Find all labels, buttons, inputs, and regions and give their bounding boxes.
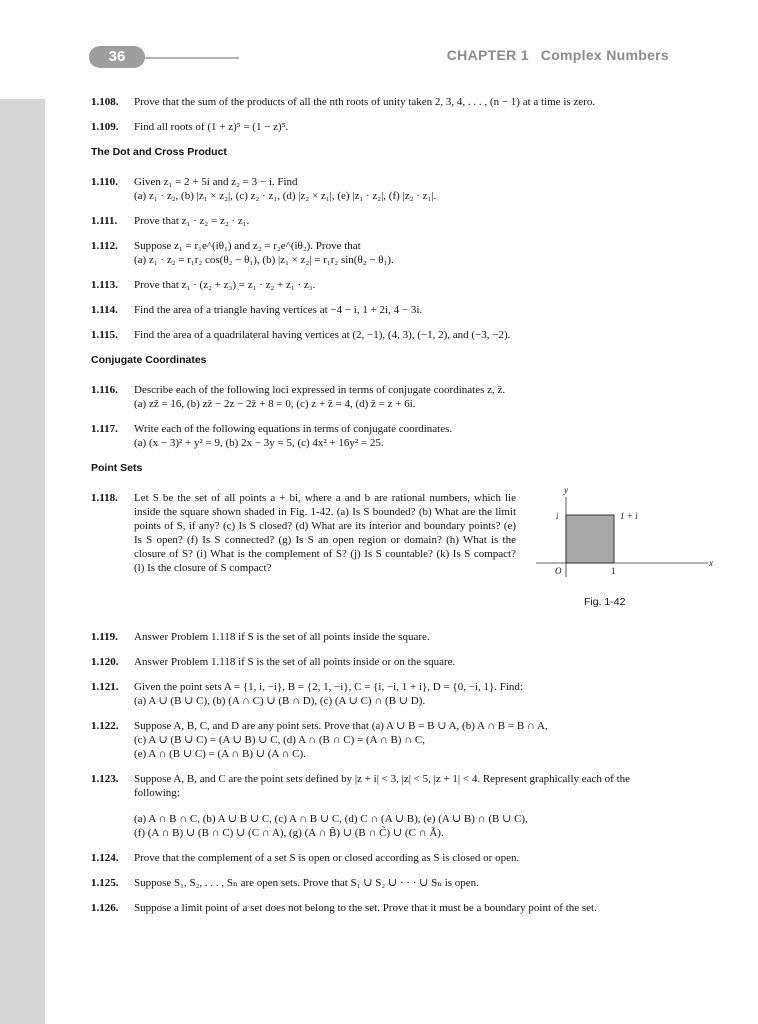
page-content bbox=[91, 95, 713, 926]
left-gutter-bar bbox=[0, 99, 45, 1024]
problem-parts: (a) A ∪ (B ∪ C), (b) (A ∩ C) ∪ (B ∩ D), (c) (A ∪ C) ∩ (B ∪ D). bbox=[134, 695, 426, 707]
problem bbox=[91, 214, 671, 228]
problem bbox=[91, 175, 671, 203]
problem-parts: (a) zz̄ = 16, (b) zz̄ − 2z − 2z̄ + 8 = 0, (c) z + z̄ = 4, (d) z̄ = z + 6i. bbox=[134, 398, 416, 410]
problem-with-figure bbox=[134, 485, 716, 625]
y-axis-label: y bbox=[564, 485, 568, 495]
section-heading: The Dot and Cross Product bbox=[91, 146, 227, 158]
problem bbox=[91, 95, 671, 109]
problem-number: 1.119. bbox=[91, 631, 118, 643]
one-plus-i-label: 1 + i bbox=[620, 511, 638, 521]
problem-text: Prove that the complement of a set S is open or closed according as S is closed or open. bbox=[134, 852, 520, 864]
problem-number: 1.108. bbox=[91, 96, 119, 108]
problem-text: Suppose a limit point of a set does not belong to the set. Prove that it must be a boundary point of the set. bbox=[134, 902, 597, 914]
problem-text: Answer Problem 1.118 if S is the set of all points inside the square. bbox=[134, 631, 430, 643]
problem-text: Suppose A, B, C, and D are any point sets. Prove that (a) A ∪ B = B ∪ A, (b) A ∩ B = B ∩ A, bbox=[134, 720, 548, 732]
section-heading: Conjugate Coordinates bbox=[91, 354, 207, 366]
problem bbox=[91, 239, 671, 267]
problem-number: 1.114. bbox=[91, 304, 118, 316]
problem-text: Describe each of the following loci expressed in terms of conjugate coordinates z, z̄. bbox=[134, 384, 506, 396]
problem-body bbox=[134, 719, 671, 761]
problem-body bbox=[134, 239, 671, 267]
problem-text: Write each of the following equations in terms of conjugate coordinates. bbox=[134, 423, 453, 435]
problem-body bbox=[134, 772, 671, 840]
problem-parts: (a) z₁ · z₂ = r₁r₂ cos(θ₂ − θ₁), (b) |z₁ × z₂| = r₁r₂ sin(θ₂ − θ₁). bbox=[134, 254, 394, 266]
problem-text: Prove that z₁ · z₂ = z₂ · z₁. bbox=[134, 215, 250, 227]
problem-body bbox=[134, 383, 671, 411]
problem-number: 1.122. bbox=[91, 720, 119, 732]
chapter-heading bbox=[447, 47, 669, 63]
problem-number: 1.121. bbox=[91, 681, 119, 693]
header-rule bbox=[141, 57, 239, 59]
problem bbox=[91, 719, 671, 761]
problem-text: Find all roots of (1 + z)⁵ = (1 − z)⁵. bbox=[134, 121, 289, 133]
problem bbox=[91, 876, 671, 890]
problem-body bbox=[134, 680, 671, 708]
problem-parts: (a) (x − 3)² + y² = 9, (b) 2x − 3y = 5, (c) 4x² + 16y² = 25. bbox=[134, 437, 384, 449]
problem-text: Prove that the sum of the products of all the nth roots of unity taken 2, 3, 4, . . . , (n − 1) at a time is zero. bbox=[134, 96, 596, 108]
figure-graph bbox=[526, 485, 716, 595]
problem-text: Answer Problem 1.118 if S is the set of all points inside or on the square. bbox=[134, 656, 456, 668]
problem-parts: (a) A ∩ B ∩ C, (b) A ∪ B ∪ C, (c) A ∩ B ∪ C, (d) C ∩ (A ∪ B), (e) (A ∪ B) ∩ (B ∪ C), bbox=[134, 813, 528, 825]
problem-text: Let S be the set of all points a + bi, where a and b are rational numbers, which lie inside the square shown shaded in Fig. 1-42. (a) Is S bounded? (b) What are the limit points of S, if any? (c) Is S closed? (d) What are its interior and boundary points? (e) Is S open? (f) Is S connected? (g) Is S an open region or domain? (h) What is the closure of S? (i) What is the complement of S? (j) Is S countable? (k) Is S compact? (l) Is the closure of S compact? bbox=[134, 492, 516, 574]
problem-number: 1.120. bbox=[91, 656, 119, 668]
problem-number: 1.123. bbox=[91, 773, 119, 785]
problem-text: Suppose z₁ = r₁e^(iθ₁) and z₂ = r₂e^(iθ₂). Prove that bbox=[134, 240, 361, 252]
x-axis-label: x bbox=[709, 558, 713, 568]
problem-number: 1.116. bbox=[91, 384, 118, 396]
section-heading: Point Sets bbox=[91, 462, 143, 474]
problem-text: Given z₁ = 2 + 5i and z₂ = 3 − i. Find bbox=[134, 176, 298, 188]
problem bbox=[91, 278, 671, 292]
shaded-square bbox=[566, 515, 614, 563]
problem-number: 1.113. bbox=[91, 279, 118, 291]
problem-parts: (a) z₁ · z₂, (b) |z₁ × z₂|, (c) z₂ · z₁, (d) |z₂ × z₁|, (e) |z₁ · z₂|, (f) |z₂ · z₁|. bbox=[134, 190, 437, 202]
problem-number: 1.126. bbox=[91, 902, 119, 914]
problem-text: Suppose S₁, S₂, . . . , Sₙ are open sets. Prove that S₁ ∪ S₂ ∪ · · · ∪ Sₙ is open. bbox=[134, 877, 479, 889]
problem-parts: (f) (A ∩ B) ∪ (B ∩ C) ∪ (C ∩ A), (g) (A ∩ B̃) ∪ (B ∩ C̃) ∪ (C ∩ Ã). bbox=[134, 827, 444, 839]
origin-label: O bbox=[555, 566, 562, 576]
problem-text: Suppose A, B, and C are the point sets defined by |z + i| < 3, |z| < 5, |z + 1| < 4. Represent graphically each of the following: bbox=[134, 773, 631, 799]
problem bbox=[91, 328, 671, 342]
one-label: 1 bbox=[611, 566, 616, 576]
problem-text: Find the area of a quadrilateral having vertices at (2, −1), (4, 3), (−1, 2), and (−3, −2). bbox=[134, 329, 511, 341]
problem-text: Prove that z₁ · (z₂ + z₃) = z₁ · z₂ + z₁ · z₃. bbox=[134, 279, 316, 291]
problem bbox=[91, 485, 713, 625]
problem bbox=[91, 303, 671, 317]
i-label: i bbox=[556, 511, 559, 521]
problem bbox=[91, 383, 671, 411]
problem-parts: (c) A ∪ (B ∪ C) = (A ∪ B) ∪ C, (d) A ∩ (B ∩ C) = (A ∩ B) ∩ C, bbox=[134, 734, 425, 746]
problem-number: 1.112. bbox=[91, 240, 118, 252]
problem bbox=[91, 901, 671, 915]
problem-parts: (e) A ∩ (B ∪ C) = (A ∩ B) ∪ (A ∩ C). bbox=[134, 748, 306, 760]
problem-body bbox=[134, 175, 671, 203]
problem bbox=[91, 422, 671, 450]
problem bbox=[91, 630, 671, 644]
figure-1-42 bbox=[526, 485, 716, 625]
problem-number: 1.111. bbox=[91, 215, 118, 227]
problem-number: 1.118. bbox=[91, 492, 118, 504]
chapter-label: CHAPTER 1 bbox=[446, 47, 529, 63]
problem bbox=[91, 680, 671, 708]
figure-caption: Fig. 1-42 bbox=[584, 596, 626, 608]
problem bbox=[91, 851, 671, 865]
page-header bbox=[89, 42, 669, 70]
problem-number: 1.125. bbox=[91, 877, 119, 889]
problem-text: Given the point sets A = {1, i, −i}, B = {2, 1, −i}, C = {i, −i, 1 + i}, D = {0, −i, 1}. Find: bbox=[134, 681, 523, 693]
problem-number: 1.110. bbox=[91, 176, 118, 188]
page-number: 36 bbox=[89, 46, 145, 68]
problem-number: 1.117. bbox=[91, 423, 118, 435]
problem bbox=[91, 120, 671, 134]
chapter-title: Complex Numbers bbox=[540, 47, 669, 63]
problem-body bbox=[134, 422, 671, 450]
problem-number: 1.115. bbox=[91, 329, 118, 341]
problem bbox=[91, 772, 671, 840]
problem bbox=[91, 655, 671, 669]
problem-number: 1.124. bbox=[91, 852, 119, 864]
problem-text: Find the area of a triangle having vertices at −4 − i, 1 + 2i, 4 − 3i. bbox=[134, 304, 423, 316]
problem-number: 1.109. bbox=[91, 121, 119, 133]
